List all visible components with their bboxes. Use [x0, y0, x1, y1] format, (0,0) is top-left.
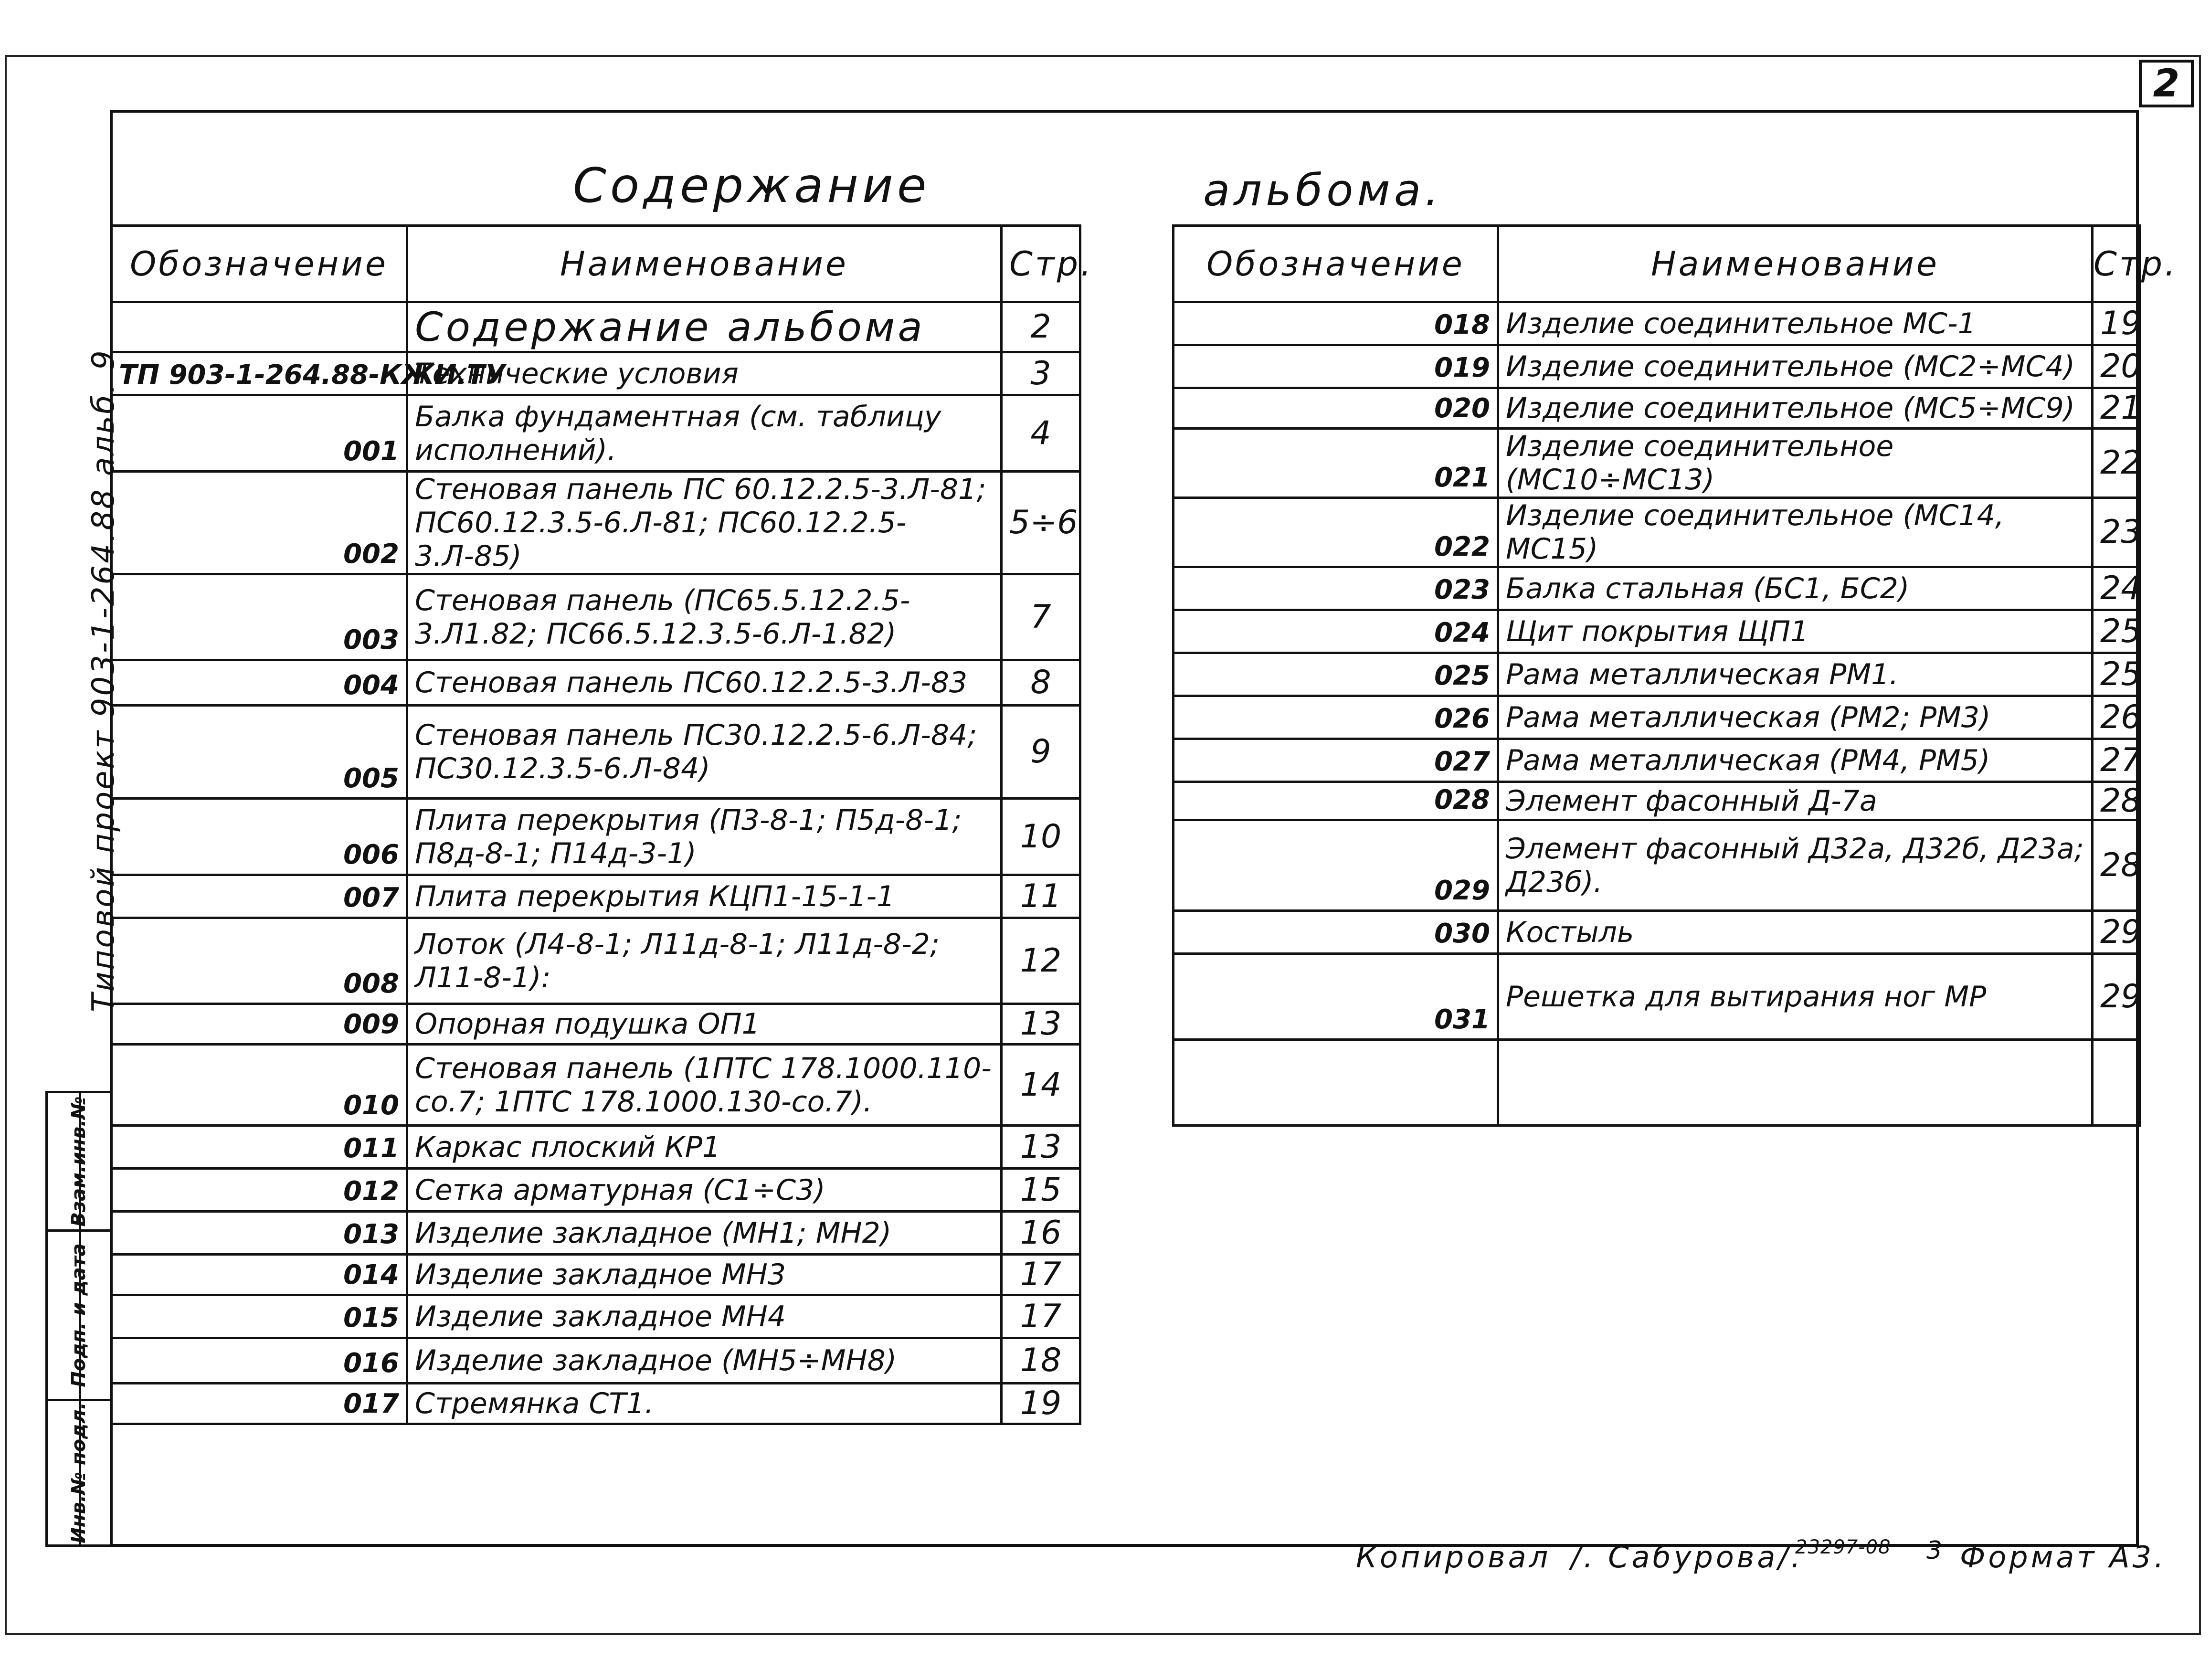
row-code: 026 — [1174, 696, 1498, 739]
row-code: 014 — [111, 1255, 407, 1295]
row-name: Рама металлическая (РМ4, РМ5) — [1498, 739, 2093, 782]
row-page: 25 — [2093, 653, 2140, 696]
row-code: 016 — [111, 1338, 407, 1384]
side-label-text: Типовой проект 903-1-264.88 альб. 9 — [86, 349, 121, 1012]
row-page: 3 — [1002, 352, 1080, 395]
table-row — [111, 1384, 1080, 1424]
table-row — [1174, 388, 2140, 429]
table-row — [1174, 567, 2140, 610]
row-name: Стеновая панель ПС60.12.2.5-3.Л-83 — [407, 660, 1002, 706]
table-row — [1174, 498, 2140, 567]
table-row — [111, 1126, 1080, 1169]
table-row — [1174, 739, 2140, 782]
row-name: Лоток (Л4-8-1; Л11д-8-1; Л11д-8-2; Л11-8-1): — [407, 918, 1002, 1004]
row-code: 029 — [1174, 820, 1498, 911]
row-page: 23 — [2093, 498, 2140, 567]
row-code: ТП 903-1-264.88-КЖИ.ТУ — [111, 352, 407, 395]
table-header — [1174, 226, 2140, 302]
footer-order-number: 23297-08 — [1795, 1536, 1891, 1558]
table-row — [1174, 911, 2140, 954]
row-name: Изделие соединительное (МС2÷МС4) — [1498, 345, 2093, 388]
row-page: 7 — [1002, 574, 1080, 660]
row-code: 007 — [111, 875, 407, 918]
row-page: 13 — [1002, 1004, 1080, 1045]
row-name: Стеновая панель (ПС65.5.12.2.5-3.Л1.82; ПС66.5.12.3.5-6.Л-1.82) — [407, 574, 1002, 660]
row-name: Опорная подушка ОП1 — [407, 1004, 1002, 1045]
row-page — [2093, 1040, 2140, 1126]
row-code: 003 — [111, 574, 407, 660]
table-row — [1174, 429, 2140, 498]
row-code: 018 — [1174, 302, 1498, 345]
row-name: Стеновая панель ПС30.12.2.5-6.Л-84; ПС30.12.3.5-6.Л-84) — [407, 706, 1002, 799]
row-code: 022 — [1174, 498, 1498, 567]
row-page: 19 — [1002, 1384, 1080, 1424]
row-code: 010 — [111, 1045, 407, 1126]
row-page: 27 — [2093, 739, 2140, 782]
row-code: 028 — [1174, 782, 1498, 820]
stamp-podp-label: Подп. и дата — [68, 1243, 90, 1387]
table-row — [111, 302, 1080, 352]
table-row — [1174, 820, 2140, 911]
row-name: Изделие закладное (МН1; МН2) — [407, 1212, 1002, 1255]
row-code: 009 — [111, 1004, 407, 1045]
table-row — [111, 472, 1080, 574]
row-page: 5÷6 — [1002, 472, 1080, 574]
row-page: 10 — [1002, 799, 1080, 875]
row-name: Содержание альбома — [407, 302, 1002, 352]
row-page: 24 — [2093, 567, 2140, 610]
footer-sheet-number: 3 — [1926, 1536, 1943, 1565]
row-page: 16 — [1002, 1212, 1080, 1255]
table-row — [111, 395, 1080, 472]
row-page: 29 — [2093, 911, 2140, 954]
row-name: Плита перекрытия (П3-8-1; П5д-8-1; П8д-8-1; П14д-3-1) — [407, 799, 1002, 875]
row-code — [1174, 1040, 1498, 1126]
row-name: Рама металлическая РМ1. — [1498, 653, 2093, 696]
header-name: Наименование — [407, 226, 1002, 302]
row-code: 012 — [111, 1169, 407, 1212]
row-name: Изделие соединительное (МС10÷МС13) — [1498, 429, 2093, 498]
row-page: 28 — [2093, 782, 2140, 820]
row-page: 17 — [1002, 1255, 1080, 1295]
table-row — [111, 1255, 1080, 1295]
row-name: Балка фундаментная (см. таблицу исполнений). — [407, 395, 1002, 472]
header-page: Стр. — [1002, 226, 1080, 302]
row-name: Щит покрытия ЩП1 — [1498, 610, 2093, 653]
row-code: 013 — [111, 1212, 407, 1255]
table-row — [111, 1295, 1080, 1338]
row-page: 29 — [2093, 954, 2140, 1040]
row-code: 027 — [1174, 739, 1498, 782]
row-code: 001 — [111, 395, 407, 472]
row-page: 17 — [1002, 1295, 1080, 1338]
row-code: 006 — [111, 799, 407, 875]
table-row — [111, 1004, 1080, 1045]
row-code: 023 — [1174, 567, 1498, 610]
contents-table-left — [110, 224, 1094, 1425]
row-name: Элемент фасонный Д-7а — [1498, 782, 2093, 820]
row-page: 22 — [2093, 429, 2140, 498]
row-page: 8 — [1002, 660, 1080, 706]
table-row — [111, 660, 1080, 706]
row-name: Стеновая панель (1ПТС 178.1000.110-со.7; 1ПТС 178.1000.130-со.7). — [407, 1045, 1002, 1126]
contents-table-right — [1172, 224, 2178, 1127]
approval-stamp — [45, 1091, 112, 1547]
row-name: Изделие соединительное (МС14, МС15) — [1498, 498, 2093, 567]
stamp-inv — [48, 1401, 110, 1544]
table-row — [1174, 782, 2140, 820]
row-name: Каркас плоский КР1 — [407, 1126, 1002, 1169]
table-row — [111, 352, 1080, 395]
row-code: 019 — [1174, 345, 1498, 388]
table-row — [111, 1212, 1080, 1255]
row-name: Костыль — [1498, 911, 2093, 954]
page-title-right: альбома. — [1203, 165, 1443, 216]
row-page: 25 — [2093, 610, 2140, 653]
table-row — [111, 875, 1080, 918]
row-name: Изделие закладное (МН5÷МН8) — [407, 1338, 1002, 1384]
row-name: Сетка арматурная (С1÷С3) — [407, 1169, 1002, 1212]
header-page: Стр. — [2093, 226, 2140, 302]
page-title-left: Содержание — [573, 158, 931, 213]
row-code: 008 — [111, 918, 407, 1004]
table-row — [1174, 1040, 2140, 1126]
row-page: 28 — [2093, 820, 2140, 911]
header-name: Наименование — [1498, 226, 2093, 302]
table-row — [111, 799, 1080, 875]
row-code: 015 — [111, 1295, 407, 1338]
table-row — [111, 1338, 1080, 1384]
row-name: Стеновая панель ПС 60.12.2.5-3.Л-81; ПС60.12.3.5-6.Л-81; ПС60.12.2.5-3.Л-85) — [407, 472, 1002, 574]
row-page: 14 — [1002, 1045, 1080, 1126]
row-name: Изделие соединительное МС-1 — [1498, 302, 2093, 345]
stamp-inv-label: Инв.№ подл. — [68, 1402, 90, 1543]
row-code: 002 — [111, 472, 407, 574]
stamp-vzam — [48, 1093, 110, 1232]
table-row — [111, 918, 1080, 1004]
row-code: 011 — [111, 1126, 407, 1169]
row-page: 12 — [1002, 918, 1080, 1004]
table-row — [1174, 345, 2140, 388]
footer-copied-label: Копировал — [1356, 1540, 1551, 1574]
page-number: 2 — [2139, 60, 2194, 107]
row-name: Технические условия — [407, 352, 1002, 395]
row-page: 21 — [2093, 388, 2140, 429]
row-code — [111, 302, 407, 352]
row-page: 2 — [1002, 302, 1080, 352]
row-code: 031 — [1174, 954, 1498, 1040]
row-page: 20 — [2093, 345, 2140, 388]
table-header — [111, 226, 1080, 302]
row-code: 005 — [111, 706, 407, 799]
footer-copied-by: /. Сабурова/. — [1571, 1540, 1803, 1574]
table-row — [1174, 696, 2140, 739]
table-row — [111, 1169, 1080, 1212]
row-name: Элемент фасонный Д32а, Д32б, Д23а; Д23б). — [1498, 820, 2093, 911]
footer-format: Формат А3. — [1960, 1540, 2167, 1574]
row-name: Решетка для вытирания ног МР — [1498, 954, 2093, 1040]
stamp-vzam-label: Взам.инв.№ — [68, 1096, 90, 1226]
row-page: 18 — [1002, 1338, 1080, 1384]
table-row — [111, 1045, 1080, 1126]
row-name: Изделие закладное МН3 — [407, 1255, 1002, 1295]
table-row — [1174, 302, 2140, 345]
table-row — [111, 574, 1080, 660]
row-page: 13 — [1002, 1126, 1080, 1169]
row-page: 15 — [1002, 1169, 1080, 1212]
row-name: Рама металлическая (РМ2; РМ3) — [1498, 696, 2093, 739]
row-code: 020 — [1174, 388, 1498, 429]
header-code: Обозначение — [111, 226, 407, 302]
row-code: 025 — [1174, 653, 1498, 696]
row-page: 19 — [2093, 302, 2140, 345]
row-name: Балка стальная (БС1, БС2) — [1498, 567, 2093, 610]
row-page: 26 — [2093, 696, 2140, 739]
row-name — [1498, 1040, 2093, 1126]
row-page: 9 — [1002, 706, 1080, 799]
table-row — [1174, 610, 2140, 653]
table-row — [111, 706, 1080, 799]
table-row — [1174, 653, 2140, 696]
row-code: 021 — [1174, 429, 1498, 498]
row-code: 004 — [111, 660, 407, 706]
row-name: Изделие закладное МН4 — [407, 1295, 1002, 1338]
row-name: Плита перекрытия КЦП1-15-1-1 — [407, 875, 1002, 918]
row-name: Изделие соединительное (МС5÷МС9) — [1498, 388, 2093, 429]
row-page: 4 — [1002, 395, 1080, 472]
row-code: 030 — [1174, 911, 1498, 954]
row-code: 024 — [1174, 610, 1498, 653]
stamp-podp — [48, 1232, 110, 1401]
table-row — [1174, 954, 2140, 1040]
header-code: Обозначение — [1174, 226, 1498, 302]
row-name: Стремянка СТ1. — [407, 1384, 1002, 1424]
row-code: 017 — [111, 1384, 407, 1424]
row-page: 11 — [1002, 875, 1080, 918]
